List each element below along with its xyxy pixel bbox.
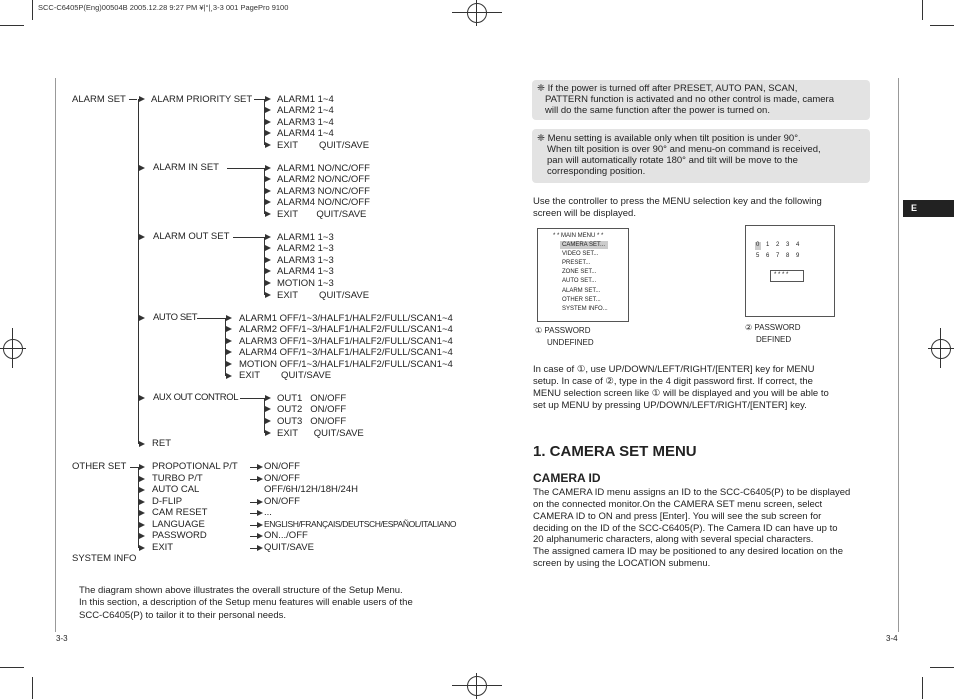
other-item: D-FLIP	[152, 496, 183, 507]
subsection-title: CAMERA ID	[533, 471, 601, 485]
tree-arrow	[139, 234, 145, 240]
other-item: CAM RESET	[152, 507, 208, 518]
print-header: SCC-C6405P(Eng)00504B 2005.12.28 9:27 PM ¥|°|¸3-3 001 PagePro 9100	[38, 3, 289, 12]
body-line: The assigned camera ID may be positioned to any desired location on the	[533, 546, 843, 557]
crop-mark	[0, 348, 26, 349]
screen-menu-title: * * MAIN MENU * *	[553, 233, 604, 239]
tree-arrow	[265, 257, 271, 263]
other-item: TURBO P/T	[152, 473, 203, 484]
tree-arrow	[226, 338, 232, 344]
crop-mark	[940, 328, 941, 368]
out-item: MOTION 1~3	[277, 278, 334, 289]
tree-arrow	[139, 315, 145, 321]
crop-mark	[476, 673, 477, 699]
tree-arrow	[265, 130, 271, 136]
tree-arrow	[226, 315, 232, 321]
note2-line: pan will automatically rotate 180° and tilt will be move to the	[547, 155, 798, 166]
language-tab-label: E	[911, 203, 918, 213]
tree-arrow	[257, 464, 263, 470]
tree-arrow	[139, 545, 145, 551]
tree-arrow	[139, 165, 145, 171]
other-item: LANGUAGE	[152, 519, 205, 530]
para-line: setup. In case of ②, type in the 4 digit password first. If correct, the	[533, 376, 813, 387]
screen-menu-item: VIDEO SET...	[562, 251, 599, 257]
other-item: AUTO CAL	[152, 484, 200, 495]
tree-line	[254, 99, 264, 100]
registration-mark	[931, 339, 951, 359]
priority-item: ALARM3 1~4	[277, 117, 334, 128]
other-item: PROPOTIONAL P/T	[152, 461, 238, 472]
crop-mark	[32, 677, 33, 699]
tree-arrow	[265, 176, 271, 182]
crop-mark	[0, 667, 24, 668]
crop-mark	[12, 328, 13, 368]
tree-line	[129, 99, 137, 100]
out-item: ALARM2 1~3	[277, 243, 334, 254]
tree-arrow	[139, 533, 145, 539]
priority-item: ALARM2 1~4	[277, 105, 334, 116]
description-line: In this section, a description of the Setup menu features will enable users of the	[79, 597, 413, 608]
description-line: SCC-C6405(P) to tailor it to their personal needs.	[79, 610, 286, 621]
crop-mark	[452, 12, 502, 13]
crop-mark	[922, 0, 923, 20]
ret-label: RET	[152, 438, 171, 449]
note2-line: ❈ Menu setting is available only when tilt position is under 90°.	[537, 133, 801, 144]
registration-mark	[467, 676, 487, 696]
priority-item: ALARM4 1~4	[277, 128, 334, 139]
in-item: EXIT QUIT/SAVE	[277, 209, 367, 220]
other-value: ON/OFF	[264, 461, 300, 472]
out-item: ALARM3 1~3	[277, 255, 334, 266]
crop-mark	[928, 348, 954, 349]
tree-arrow	[265, 418, 271, 424]
crop-mark	[930, 25, 954, 26]
crop-mark	[0, 25, 24, 26]
alarm-priority-set-label: ALARM PRIORITY SET	[151, 94, 253, 105]
screen-menu-item: ZONE SET...	[562, 269, 597, 275]
tree-arrow	[226, 326, 232, 332]
crop-mark	[922, 677, 923, 699]
other-set-label: OTHER SET	[72, 461, 127, 472]
left-page-border	[55, 78, 56, 632]
aux-item: EXIT QUIT/SAVE	[277, 428, 364, 439]
note2-line: corresponding position.	[547, 166, 646, 177]
alarm-out-set-label: ALARM OUT SET	[153, 231, 230, 242]
other-value: ON.../OFF	[264, 530, 308, 541]
tree-arrow	[265, 199, 271, 205]
tree-line	[197, 318, 225, 319]
tree-arrow	[265, 188, 271, 194]
auto-item: ALARM3 OFF/1~3/HALF1/HALF2/FULL/SCAN1~4	[239, 336, 453, 347]
other-item: EXIT	[152, 542, 174, 553]
out-item: ALARM1 1~3	[277, 232, 334, 243]
caption-password-undefined: ① PASSWORD	[535, 326, 591, 335]
other-value: ON/OFF	[264, 473, 300, 484]
tree-arrow	[139, 522, 145, 528]
tree-arrow	[139, 487, 145, 493]
language-tab	[903, 200, 954, 217]
aux-item: OUT1 ON/OFF	[277, 393, 347, 404]
tree-line	[233, 237, 264, 238]
tree-arrow	[257, 522, 263, 528]
other-value: OFF/6H/12H/18H/24H	[264, 484, 358, 495]
other-value: ENGLISH/FRANÇAIS/DEUTSCH/ESPAÑOL/ITALIANO	[264, 519, 457, 529]
tree-arrow	[265, 292, 271, 298]
tree-line	[264, 398, 265, 433]
caption-password-undefined-2: UNDEFINED	[547, 338, 594, 347]
screen-menu-item: PRESET...	[562, 260, 591, 266]
tree-arrow	[139, 441, 145, 447]
auto-item: MOTION OFF/1~3/HALF1/HALF2/FULL/SCAN1~4	[239, 359, 453, 370]
auto-item: EXIT QUIT/SAVE	[239, 370, 332, 381]
other-value: ON/OFF	[264, 496, 300, 507]
auto-item: ALARM2 OFF/1~3/HALF1/HALF2/FULL/SCAN1~4	[239, 324, 453, 335]
screen-menu-item: CAMERA SET...	[562, 242, 606, 248]
aux-item: OUT3 ON/OFF	[277, 416, 347, 427]
in-item: ALARM1 NO/NC/OFF	[277, 163, 370, 174]
screen-menu-item: OTHER SET...	[562, 297, 601, 303]
tree-arrow	[265, 96, 271, 102]
note1-line: will do the same function after the power is turned on.	[545, 105, 770, 116]
out-item: ALARM4 1~3	[277, 266, 334, 277]
auto-item: ALARM1 OFF/1~3/HALF1/HALF2/FULL/SCAN1~4	[239, 313, 453, 324]
tree-arrow	[265, 395, 271, 401]
tree-arrow	[226, 373, 232, 379]
priority-item: EXIT QUIT/SAVE	[277, 140, 370, 151]
digit-row: 5 6 7 8 9	[756, 253, 800, 259]
tree-arrow	[226, 349, 232, 355]
tree-arrow	[265, 107, 271, 113]
alarm-in-set-label: ALARM IN SET	[153, 162, 219, 173]
tree-line	[130, 467, 138, 468]
tree-arrow	[265, 245, 271, 251]
registration-mark	[467, 3, 487, 23]
intro-line: Use the controller to press the MENU selection key and the following	[533, 196, 822, 207]
tree-arrow	[265, 165, 271, 171]
right-page-border	[898, 78, 899, 632]
tree-arrow	[139, 96, 145, 102]
note1-line: ❈ If the power is turned off after PRESET, AUTO PAN, SCAN,	[537, 83, 798, 94]
in-item: ALARM2 NO/NC/OFF	[277, 174, 370, 185]
password-stars: * * * *	[774, 272, 789, 278]
crop-mark	[452, 685, 502, 686]
description-line: The diagram shown above illustrates the overall structure of the Setup Menu.	[79, 585, 403, 596]
tree-arrow	[257, 499, 263, 505]
note1-line: PATTERN function is activated and no other control is made, camera	[545, 94, 835, 105]
registration-mark	[3, 339, 23, 359]
body-line: screen by using the LOCATION submenu.	[533, 558, 711, 569]
tree-arrow	[265, 142, 271, 148]
page-number-right: 3-4	[886, 634, 898, 643]
para-line: MENU selection screen like ① will be displayed and you will be able to	[533, 388, 829, 399]
body-line: The CAMERA ID menu assigns an ID to the SCC-C6405(P) to be displayed	[533, 487, 851, 498]
body-line: 20 alphanumeric characters, along with several special characters.	[533, 534, 814, 545]
page-number-left: 3-3	[56, 634, 68, 643]
tree-arrow	[139, 499, 145, 505]
tree-arrow	[265, 430, 271, 436]
section-title: 1. CAMERA SET MENU	[533, 443, 697, 460]
other-item: PASSWORD	[152, 530, 207, 541]
body-line: CAMERA ID to ON and press [Enter]. You will see the sub screen for	[533, 511, 822, 522]
tree-arrow	[226, 361, 232, 367]
auto-item: ALARM4 OFF/1~3/HALF1/HALF2/FULL/SCAN1~4	[239, 347, 453, 358]
tree-arrow	[139, 476, 145, 482]
priority-item: ALARM1 1~4	[277, 94, 334, 105]
note2-line: When tilt position is over 90° and menu-on command is received,	[547, 144, 821, 155]
para-line: set up MENU by pressing UP/DOWN/LEFT/RIGHT/[ENTER] key.	[533, 400, 807, 411]
digit-row: 0 1 2 3 4	[756, 242, 800, 248]
tree-arrow	[265, 268, 271, 274]
aux-item: OUT2 ON/OFF	[277, 404, 347, 415]
tree-arrow	[257, 533, 263, 539]
tree-arrow	[257, 545, 263, 551]
aux-out-control-label: AUX OUT CONTROL	[153, 392, 239, 403]
tree-line	[138, 99, 139, 444]
intro-line: screen will be displayed.	[533, 208, 636, 219]
tree-arrow	[265, 280, 271, 286]
caption-password-defined: ② PASSWORD	[745, 323, 801, 332]
crop-mark	[930, 667, 954, 668]
tree-arrow	[139, 395, 145, 401]
out-item: EXIT QUIT/SAVE	[277, 290, 370, 301]
tree-arrow	[257, 510, 263, 516]
tree-arrow	[265, 211, 271, 217]
tree-line	[227, 168, 264, 169]
crop-mark	[476, 0, 477, 26]
tree-arrow	[265, 119, 271, 125]
other-value: ...	[264, 507, 272, 518]
tree-arrow	[265, 406, 271, 412]
tree-arrow	[139, 464, 145, 470]
alarm-set-label: ALARM SET	[72, 94, 126, 105]
in-item: ALARM4 NO/NC/OFF	[277, 197, 370, 208]
tree-arrow	[265, 234, 271, 240]
other-value: QUIT/SAVE	[264, 542, 314, 553]
screen-menu-item: AUTO SET...	[562, 278, 597, 284]
crop-mark	[32, 0, 33, 20]
in-item: ALARM3 NO/NC/OFF	[277, 186, 370, 197]
caption-password-defined-2: DEFINED	[756, 335, 792, 344]
tree-arrow	[257, 476, 263, 482]
auto-set-label: AUTO SET	[153, 312, 198, 323]
para-line: In case of ①, use UP/DOWN/LEFT/RIGHT/[ENTER] key for MENU	[533, 364, 815, 375]
tree-line	[240, 398, 264, 399]
body-line: on the connected monitor.On the CAMERA SET menu screen, select	[533, 499, 823, 510]
system-info-label: SYSTEM INFO	[72, 553, 137, 564]
screen-menu-item: ALARM SET...	[562, 288, 601, 294]
body-line: deciding on the ID of the SCC-C6405(P). The Camera ID can have up to	[533, 523, 838, 534]
screen-menu-item: SYSTEM INFO...	[562, 306, 608, 312]
tree-arrow	[139, 510, 145, 516]
